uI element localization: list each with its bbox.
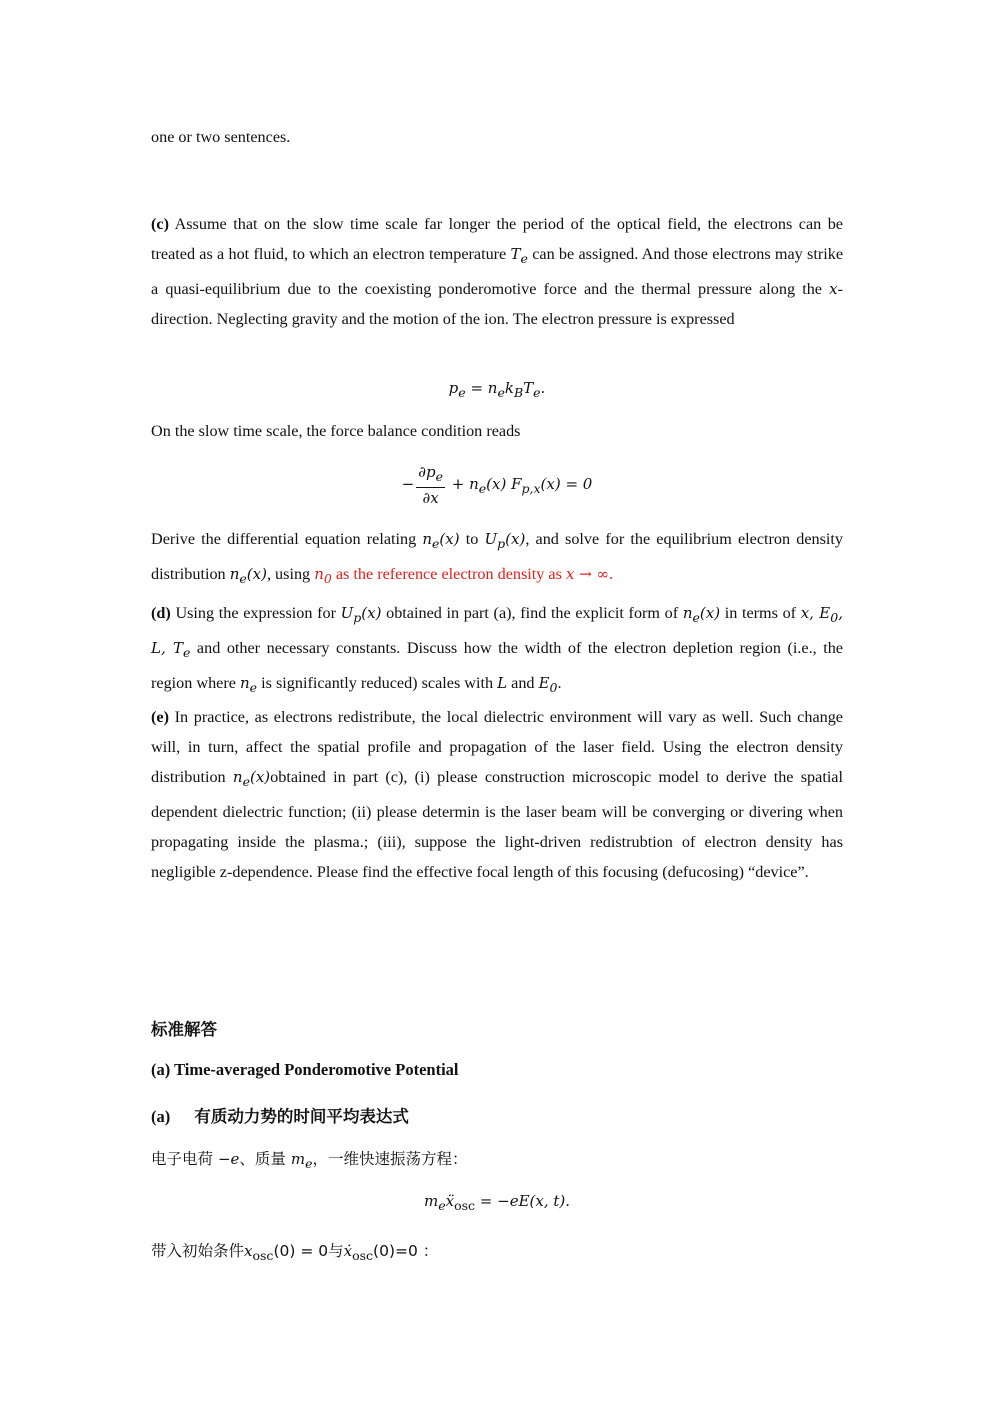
math-L-d: L	[497, 674, 508, 692]
part-d-text-1: Using the expression for	[170, 604, 341, 622]
equation-oscillation	[151, 1191, 843, 1213]
part-d-label: (d)	[151, 604, 171, 622]
part-d-text-2: obtained in part (a), find the explicit form of	[381, 604, 683, 622]
solution-a-cn-title: 有质动力势的时间平均表达式	[194, 1107, 409, 1126]
solution-line-2	[151, 1236, 843, 1271]
part-c-red-end: .	[609, 565, 614, 583]
solution-line2-text-3: (0)=0 ：	[373, 1242, 439, 1260]
part-c-text-6: to	[459, 530, 485, 548]
solution-subheading-a-cn	[151, 1103, 409, 1127]
math-Up-x: $U_p(x)$	[484, 530, 526, 551]
math-ne-x-2: $n_e(x)$	[229, 565, 267, 586]
math-x-osc: $x_{osc}$	[244, 1242, 274, 1263]
math-E0-d: $E_0$	[538, 674, 558, 695]
part-d-text-5: is significantly reduced) scales with	[257, 674, 498, 692]
math-n0: $n_0$	[314, 565, 332, 586]
part-c-paragraph-1	[151, 209, 843, 334]
part-e-text-1: In practice, as electrons redistribute, the local dielectric environment will vary as well. Such change will, in turn, affect the spatial profile and propagation of the laser field. Using the electron density distribution	[151, 708, 843, 786]
solution-line2-text-2: (0) = 0与	[273, 1242, 344, 1260]
part-c-text-3: -direction. Neglecting gravity and the motion of the ion. The electron pressure is expressed	[151, 280, 843, 328]
part-d-paragraph	[151, 598, 843, 703]
part-c-paragraph-3	[151, 524, 843, 594]
part-d-text-6: and	[507, 674, 539, 692]
part-e-text-2: obtained in part (c), (i) please construction microscopic model to derive the spatial dependent dielectric function; (ii) please determin is the laser beam will be converging or divering when propagating inside the plasma.; (iii), suppose the light-driven redistrubtion of electron density has negligible z-dependence. Please find the effective focal length of this focusing (defucosing) “device”.	[151, 768, 843, 881]
part-c-text-7: , and solve for the equilibrium electron density distribution	[151, 530, 844, 583]
math-ne-d: $n_e$	[240, 674, 258, 695]
solution-a-label: (a)	[151, 1107, 171, 1126]
solution-title: 标准解答	[151, 1020, 217, 1039]
part-c-paragraph-2	[151, 416, 843, 446]
math-ne-x-d: $n_e(x)$	[682, 604, 721, 625]
solution-line1-text-3: ，一维快速振荡方程：	[312, 1150, 468, 1168]
eq-force-math: − $\frac{\partial p_e}{\partial x}$ + $n_e(x) F_{p,x}(x) = 0$	[401, 463, 593, 507]
part-e-label: (e)	[151, 708, 169, 726]
part-c-text-5: Derive the differential equation relating	[151, 530, 423, 548]
part-c-label: (c)	[151, 215, 169, 233]
math-Te: $T_e$	[510, 245, 528, 266]
intro-tail-text: one or two sentences.	[151, 128, 291, 146]
part-d-text-3: in terms of	[720, 604, 801, 622]
solution-line1-text-1: 电子电荷	[151, 1150, 218, 1168]
equation-force-balance	[151, 462, 843, 508]
math-neg-e: −e	[217, 1150, 240, 1168]
part-c-text-8: , using	[266, 565, 315, 583]
math-vars-d: x, $E_0$, L, $T_e$	[151, 604, 843, 660]
math-ne-x-e: $n_e(x)$	[232, 768, 271, 789]
part-c-text-1: Assume that on the slow time scale far longer the period of the optical field, the electrons can be treated as a hot fluid, to which an electron temperature	[151, 215, 843, 263]
math-ne-x: $n_e(x)$	[422, 530, 460, 551]
part-c-red-text: as the reference electron density as	[331, 565, 566, 583]
part-e-paragraph	[151, 702, 843, 887]
solution-line-1	[151, 1144, 843, 1179]
equation-pressure	[151, 378, 843, 400]
part-c-text-4: On the slow time scale, the force balance condition reads	[151, 422, 521, 440]
solution-line2-text-1: 带入初始条件	[151, 1242, 245, 1260]
part-c-text-2: can be assigned. And those electrons may strike a quasi-equilibrium due to the coexisting ponderomotive force and the thermal pressure along the	[151, 245, 844, 298]
eq-pressure-math: $p_e = n_ek_BT_e$.	[448, 379, 546, 400]
part-d-text-4: and other necessary constants. Discuss how the width of the electron depletion region (i.e., the region where	[151, 639, 843, 692]
solution-line1-text-2: 、质量	[239, 1150, 291, 1168]
math-Up-x-d: $U_p(x)$	[340, 604, 382, 625]
math-xdot-osc: ẋ$_{osc}$	[343, 1242, 374, 1263]
eq-osc-math: $m_eẍ_{osc} = -eE(x$, t).	[423, 1192, 571, 1213]
math-x: x	[829, 280, 838, 298]
part-d-text-7: .	[557, 674, 562, 692]
intro-tail	[151, 122, 843, 152]
solution-subheading-a: (a) Time-averaged Ponderomotive Potential	[151, 1060, 459, 1079]
math-me: $m_e$	[290, 1150, 313, 1171]
math-x-to-infinity: x → ∞	[565, 565, 610, 583]
